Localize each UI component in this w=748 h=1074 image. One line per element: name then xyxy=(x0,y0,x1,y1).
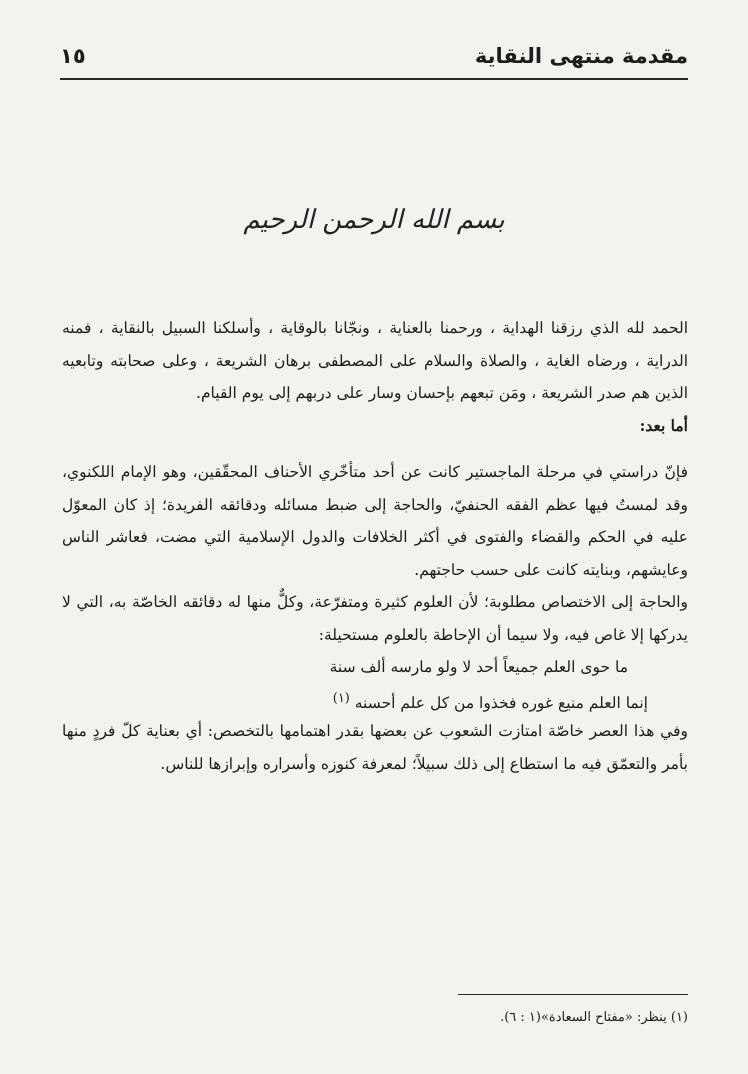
page-header xyxy=(60,38,688,80)
footnote-divider xyxy=(458,994,688,995)
body-paragraph: فإنّ دراستي في مرحلة الماجستير كانت عن أحد متأخّري الأحناف المحقّقين، وهو الإمام اللكنوي، وقد لمستُ فيها عظم الفقه الحنفيّ، والحاجة إلى ضبط مسائله ودقائقه الفريدة؛ إذ كان المعوّل عليه في الحكم والقضاء والفتوى في أكثر الخلافات والدول الإسلامية التي مضت، فعاشر الناس وعايشهم، وبنايته كانت على حسب حاجتهم. xyxy=(62,463,688,579)
poem-line-text: إنما العلم منيع غوره فخذوا من كل علم أحسنه xyxy=(354,694,648,713)
poem-line: ما حوى العلم جميعاً أحد لا ولو مارسه ألف سنة xyxy=(329,658,628,676)
body-paragraph: والحاجة إلى الاختصاص مطلوبة؛ لأن العلوم كثيرة ومتفرّعة، وكلٌّ منها له دقائقه الخاصّة به، التي لا يدركها إلا غاص فيه، ولا سيما أن الإحاطة بالعلوم مستحيلة: xyxy=(62,593,688,644)
footnote-ref: (١) xyxy=(332,691,350,706)
running-title: مقدمة منتهى النقاية xyxy=(474,44,688,68)
main-text xyxy=(62,312,688,780)
section-heading: أما بعد: xyxy=(639,415,688,435)
poem-line xyxy=(333,683,648,720)
footnote: (١) ينظر: «مفتاح السعادة»(١ : ٦). xyxy=(500,1010,688,1025)
opening-paragraph: الحمد لله الذي رزقنا الهداية ، ورحمنا بالعناية ، ونجّانا بالوقاية ، وأسلكنا السبيل بالنقاية ، فمنه الدراية ، ورضاه الغاية ، والصلاة والسلام على المصطفى برهان الشريعة ، وعلى صحابته وتابعيه الذين هم صدر الشريعة ، ومَن تبعهم بإحسان وسار على دربهم إلى يوم القيام. xyxy=(62,319,688,402)
page-number: ١٥ xyxy=(60,44,86,68)
poem-verse xyxy=(62,651,688,715)
body-paragraph: وفي هذا العصر خاصّة امتازت الشعوب عن بعضها بقدر اهتمامها بالتخصص: أي بعناية كلّ فردٍ منها بأمر والتعمّق فيه ما استطاع إلى ذلك سبيلاً؛ لمعرفة كنوزه وأسراره وإبرازها للناس. xyxy=(62,722,688,773)
basmala-calligraphy: بسم الله الرحمن الرحيم xyxy=(243,205,505,235)
